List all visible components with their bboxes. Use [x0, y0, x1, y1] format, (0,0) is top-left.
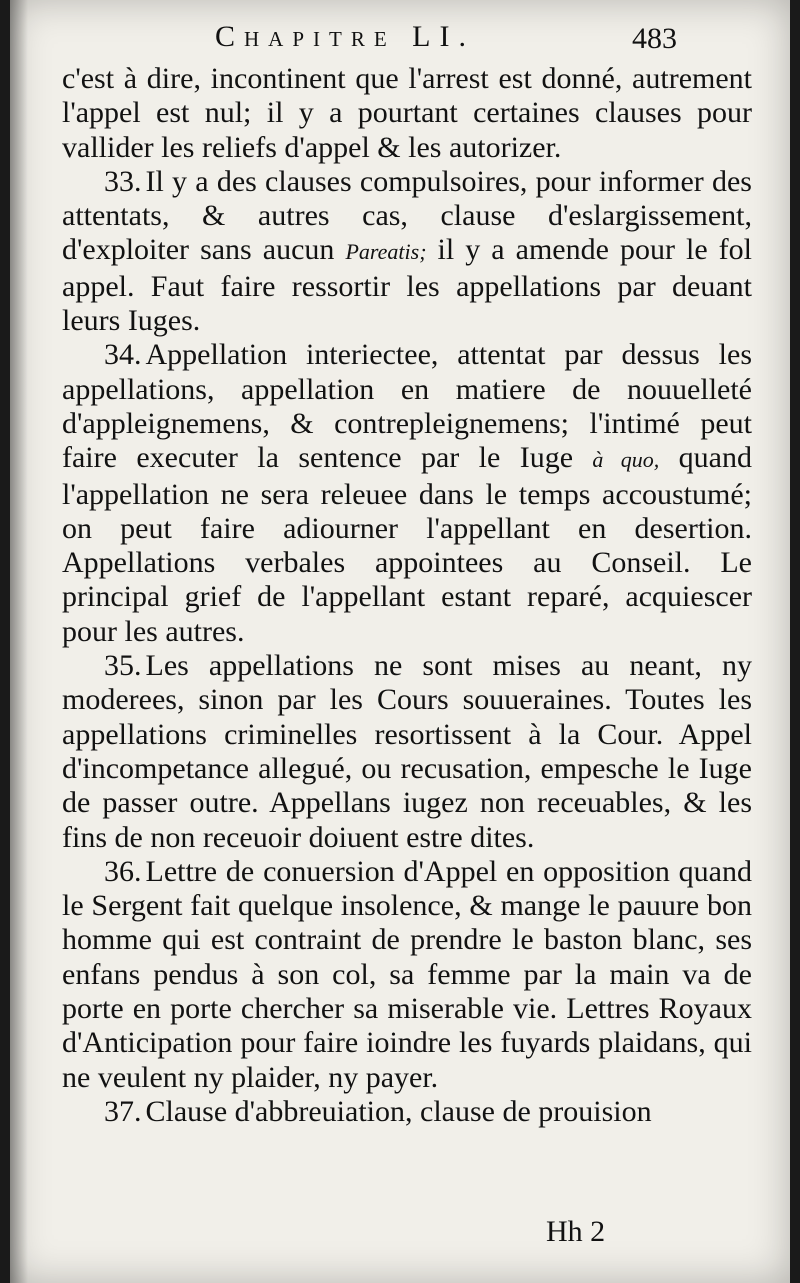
body-text: [62, 62, 752, 1129]
paragraph-number: 35.: [104, 649, 142, 683]
paragraph-text: Lettre de conuersion d'Appel en opposition quand le Sergent fait quelque insolence, & mange le pauure bon homme qui est contraint de prendre le baston blanc, ses enfans pendus à son col, sa femme par la main va de porte en porte chercher sa miserable vie. Lettres Royaux d'Anticipation pour faire ioindre les fuyards plaidans, qui ne veulent ny plaider, ny payer.: [62, 854, 752, 1094]
paragraph-text-after: il y a amende pour le fol appel. Faut faire ressortir les appellations par deuant leurs Iuges.: [62, 233, 753, 338]
paragraph-italic-term: Pareatis;: [345, 239, 427, 265]
paragraph-continuation: [62, 62, 752, 165]
page-header: [10, 18, 790, 58]
paragraph-34: [62, 338, 752, 649]
paragraph-text: c'est à dire, incontinent que l'arrest est donné, autrement l'appel est nul; il y a pourtant certaines clauses pour vallider les reliefs d'appel & les autorizer.: [62, 62, 752, 164]
paragraph-35: [62, 649, 752, 855]
signature-mark: Hh 2: [546, 1215, 606, 1248]
book-page: [10, 0, 790, 1283]
paragraph-number: 34.: [104, 338, 142, 372]
paragraph-33: [62, 165, 752, 338]
paragraph-number: 37.: [104, 1094, 142, 1128]
paragraph-37: [62, 1095, 752, 1129]
paragraph-italic-term: à quo,: [592, 447, 660, 473]
paragraph-text: Appellation interiectee, attentat par dessus les appellations, appellation en matiere de nouuelleté d'appleignemens, & contrepleignemens; l'intimé peut faire executer la sentence par le Iuge: [62, 338, 752, 475]
page-gutter-shadow: [10, 0, 28, 1283]
paragraph-text: Les appellations ne sont mises au neant, ny moderees, sinon par les Cours souueraines. Toutes les appellations criminelles resortissent à la Cour. Appel d'incompetance allegué, ou recusation, empesche le Iuge de passer outre. Appellans iugez non receuables, & les fins de non receuoir doiuent estre dites.: [62, 649, 752, 854]
running-title: Chapitre LI.: [215, 20, 475, 53]
paragraph-text-after: quand l'appellation ne sera releuee dans le temps accoustumé; on peut faire adiourner l'appellant en desertion. Appellations verbales appointees au Conseil. Le principal grief de l'appellant estant reparé, acquiescer pour les autres.: [62, 441, 752, 648]
page-number: 483: [632, 22, 677, 55]
paragraph-text: Il y a des clauses compulsoires, pour informer des attentats, & autres cas, clause d'eslargissement, d'exploiter sans aucun: [62, 164, 752, 267]
paragraph-text: Clause d'abbreuiation, clause de prouision: [145, 1094, 652, 1128]
paragraph-number: 33.: [104, 164, 142, 198]
paragraph-number: 36.: [104, 854, 142, 888]
paragraph-36: [62, 855, 752, 1095]
